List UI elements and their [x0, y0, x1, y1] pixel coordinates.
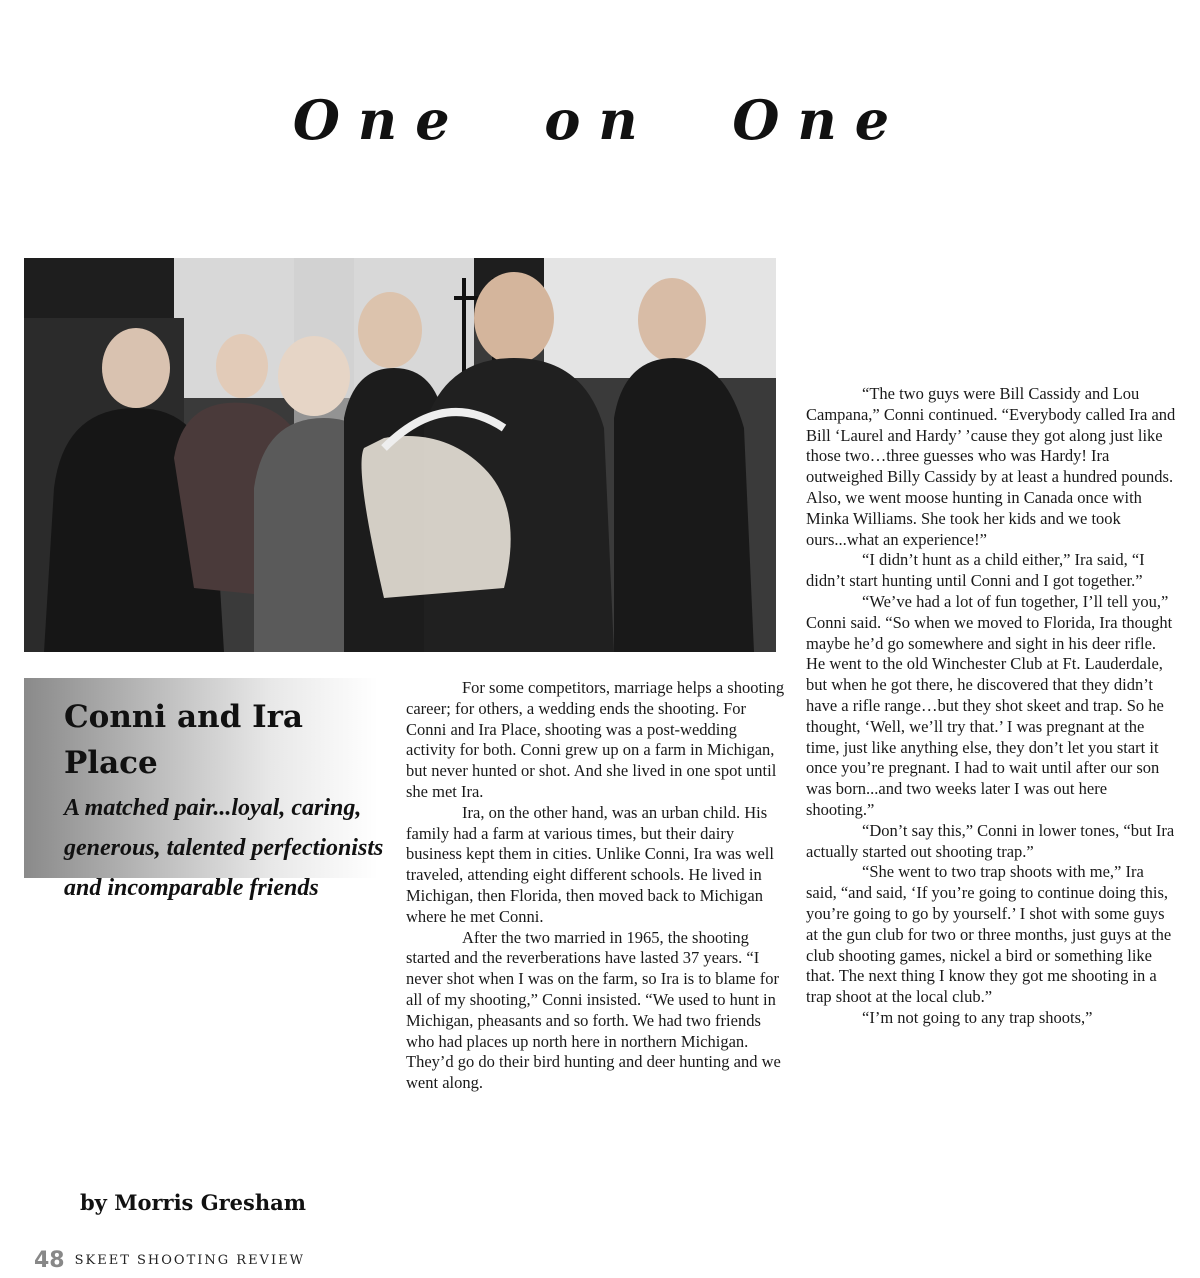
publication-name: SKEET SHOOTING REVIEW	[74, 1253, 305, 1268]
paragraph: “Don’t say this,” Conni in lower tones, “but Ira actually started out shooting trap.”	[806, 820, 1175, 861]
group-photo-illustration	[24, 258, 776, 652]
byline: by Morris Gresham	[80, 1190, 306, 1215]
group-photo	[24, 258, 776, 652]
paragraph: Ira, on the other hand, was an urban child. His family had a farm at various times, but their dairy business kept them in cities. Unlike Conni, Ira was well traveled, attending eight different schools. He lived in Michigan, then Florida, then moved back to Michigan where he met Conni.	[406, 802, 774, 926]
paragraph: After the two married in 1965, the shooting started and the reverberations have lasted 37 years. “I never shot when I was on the farm, so Ira is to blame for all of my shooting,” Conni insisted. “We used to hunt in Michigan, pheasants and so forth. We had two friends who had places up north here in northern Michigan. They’d go do their bird hunting and deer hunting and we went along.	[406, 927, 781, 1093]
paragraph: “I’m not going to any trap shoots,”	[862, 1007, 1093, 1027]
paragraph: “The two guys were Bill Cassidy and Lou Campana,” Conni continued. “Everybody called Ira and Bill ‘Laurel and Hardy’ ’cause they got along just like those two…three guesses who was Hardy! Ira outweighed Billy Cassidy by at least a hundred pounds. Also, we went moose hunting in Canada once with Minka Williams. She took her kids and we took ours...what an experience!”	[806, 384, 1176, 549]
headline: Conni and Ira Place	[64, 699, 304, 781]
paragraph: “We’ve had a lot of fun together, I’ll tell you,” Conni said. “So when we moved to Florida, Ira thought maybe he’d go somewhere and sight in his deer rifle. He went to the old Winchester Club at Ft. Lauderdale, but when he got there, he discovered that they didn’t have a rifle range…but they shot skeet and trap. So he thought, ‘Well, we’ll try that.’ I was pregnant at the time, just like anything else, they don’t let you start it once you’re pregnant. I had to wait until after our son was born...and two weeks later I was out here shooting.”	[806, 591, 1173, 819]
page-number: 48	[34, 1248, 65, 1273]
article-column-1	[406, 678, 786, 1094]
article-column-2	[806, 384, 1178, 1029]
paragraph: “I didn’t hunt as a child either,” Ira said, “I didn’t start hunting until Conni and I got together.”	[806, 550, 1145, 591]
page-footer	[34, 1248, 305, 1273]
paragraph: “She went to two trap shoots with me,” Ira said, “and said, ‘If you’re going to continue doing this, you’re going to go by yourself.’ I shot with some guys at the gun club for two or three months, just guys at the club shooting games, nickel a bird or something like that. The next thing I know they got me shooting in a trap shoot at the local club.”	[806, 862, 1172, 1007]
article-title: One on One	[292, 88, 908, 152]
deck-subtitle: A matched pair...loyal, caring, generous, talented perfectionists and incomparable friends	[64, 795, 384, 901]
paragraph: For some competitors, marriage helps a shooting career; for others, a wedding ends the shooting. For Conni and Ira Place, shooting was a post-wedding activity for both. Conni grew up on a farm in Michigan, but never hunted or shot. And she lived in one spot until she met Ira.	[406, 678, 785, 801]
